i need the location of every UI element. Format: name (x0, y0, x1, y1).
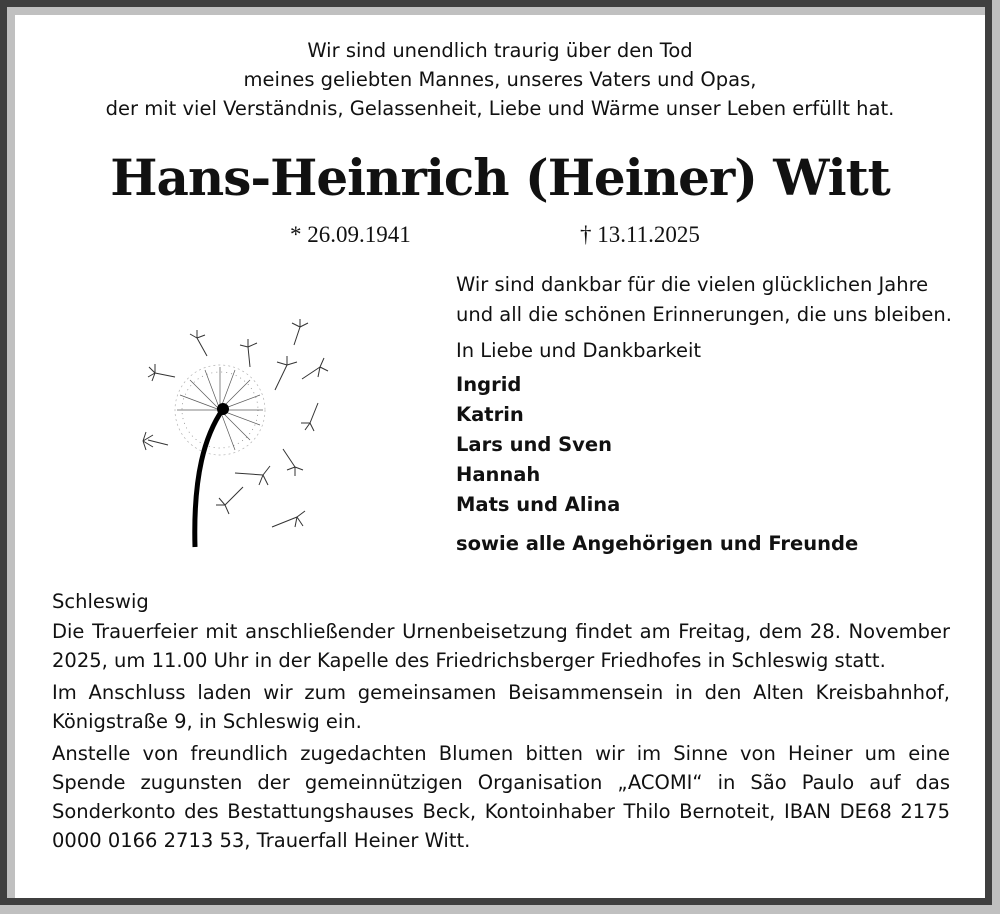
relatives-text: sowie alle Angehörigen und Freunde (456, 532, 859, 555)
mourner-name: Hannah (456, 463, 541, 486)
intro-line: der mit viel Verständnis, Gelassenheit, Liebe und Wärme unser Leben erfüllt hat. (105, 97, 895, 120)
death-date: † 13.11.2025 (580, 222, 700, 247)
intro-text (0, 36, 1000, 123)
gratitude-text: Wir sind dankbar für die vielen glücklichen Jahre und all die schönen Erinnerungen, die uns bleiben. (456, 273, 952, 326)
mourner-name: Katrin (456, 403, 524, 426)
mourner-name: Mats und Alina (456, 493, 621, 516)
deceased-name: Hans-Heinrich (Heiner) Witt (110, 148, 890, 207)
dandelion-illustration (135, 305, 335, 550)
closing-text: In Liebe und Dankbarkeit (456, 339, 702, 362)
family-message (456, 270, 966, 559)
intro-line: Wir sind unendlich traurig über den Tod (307, 39, 693, 62)
funeral-details (52, 617, 950, 855)
donation-paragraph: Anstelle von freundlich zugedachten Blumen bitten wir im Sinne von Heiner um eine Spende zugunsten der gemeinnützigen Organisation „ACOMI“ in São Paulo auf das Sonderkonto des Bestattungshauses Beck, Kontoinhaber Thilo Bernoteit, IBAN DE68 2175 0000 0166 2713 53, Trauerfall Heiner Witt. (52, 742, 950, 852)
place-text: Schleswig (52, 590, 149, 613)
intro-line: meines geliebten Mannes, unseres Vaters und Opas, (243, 68, 757, 91)
gathering-paragraph: Im Anschluss laden wir zum gemeinsamen Beisammensein in den Alten Kreisbahnhof, Königstraße 9, in Schleswig ein. (52, 681, 950, 733)
mourner-list (456, 370, 966, 520)
mourner-name: Ingrid (456, 373, 522, 396)
ceremony-paragraph: Die Trauerfeier mit anschließender Urnenbeisetzung findet am Freitag, dem 28. November 2025, um 11.00 Uhr in der Kapelle des Friedrichsberger Friedhofes in Schleswig statt. (52, 620, 950, 672)
birth-date: * 26.09.1941 (290, 222, 411, 247)
mourner-name: Lars und Sven (456, 433, 612, 456)
